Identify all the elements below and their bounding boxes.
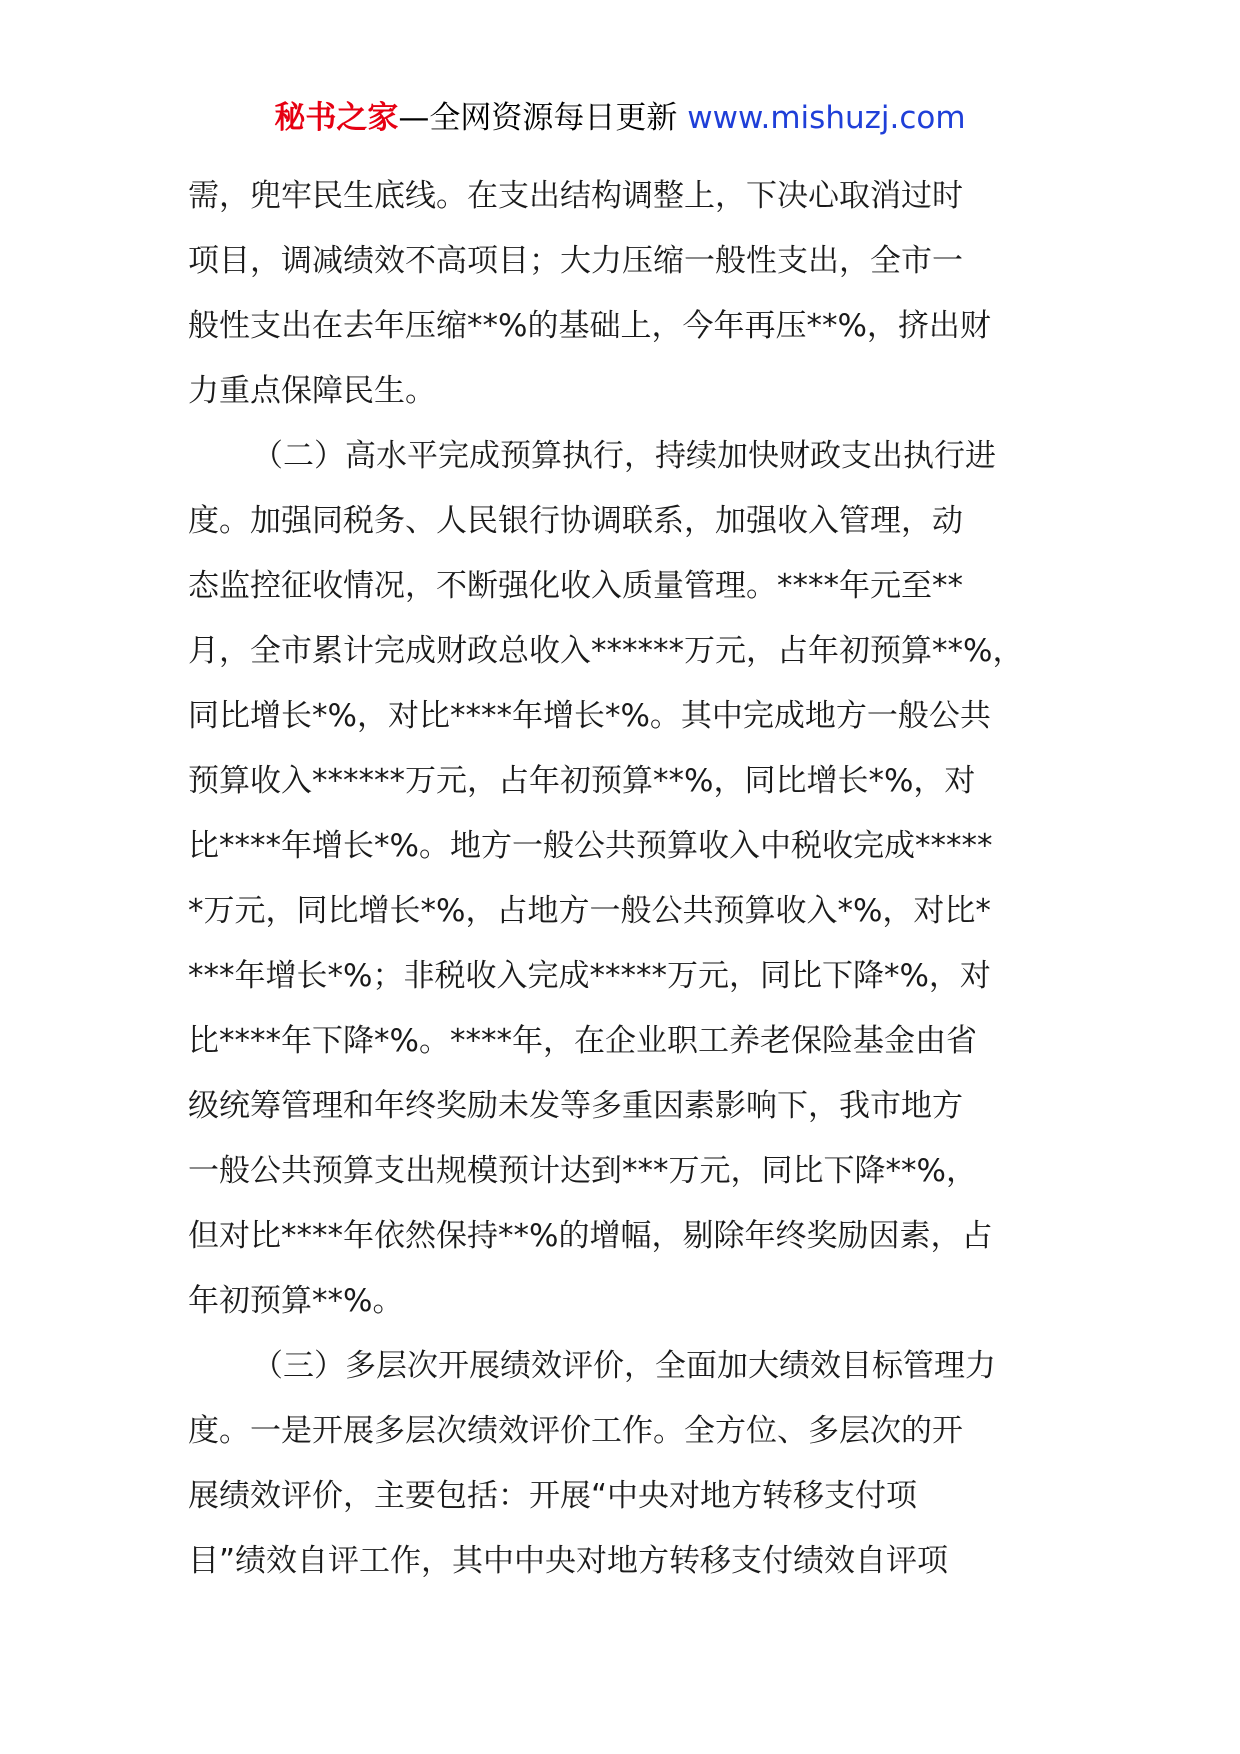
text-line: 态监控征收情况，不断强化收入质量管理。****年元至** xyxy=(188,568,963,604)
paragraph-1 xyxy=(188,164,1088,424)
text-line: 度。加强同税务、人民银行协调联系，加强收入管理，动 xyxy=(188,503,963,539)
section-heading-line: （二）高水平完成预算执行，持续加快财政支出执行进 xyxy=(252,438,996,474)
text-line: 比****年增长*%。地方一般公共预算收入中税收完成***** xyxy=(188,828,993,864)
text-line: 般性支出在去年压缩**%的基础上，今年再压**%，挤出财 xyxy=(188,308,991,344)
site-header xyxy=(0,98,1240,138)
header-tagline: —全网资源每日更新 xyxy=(398,100,688,136)
text-line: 目”绩效自评工作，其中中央对地方转移支付绩效自评项 xyxy=(188,1543,949,1579)
text-line: 月，全市累计完成财政总收入******万元，占年初预算**%， xyxy=(188,633,1024,669)
text-line: 需，兜牢民生底线。在支出结构调整上，下决心取消过时 xyxy=(188,178,963,214)
text-line: 级统筹管理和年终奖励未发等多重因素影响下，我市地方 xyxy=(188,1088,963,1124)
document-body xyxy=(188,164,1088,1594)
text-line: 一般公共预算支出规模预计达到***万元，同比下降**%， xyxy=(188,1153,977,1189)
site-url-link[interactable]: www.mishuzj.com xyxy=(687,100,966,136)
text-line: 年初预算**%。 xyxy=(188,1283,404,1319)
text-line: 展绩效评价，主要包括：开展“中央对地方转移支付项 xyxy=(188,1478,918,1514)
section-heading-line: （三）多层次开展绩效评价，全面加大绩效目标管理力 xyxy=(252,1348,996,1384)
text-line: 预算收入******万元，占年初预算**%，同比增长*%，对 xyxy=(188,763,976,799)
text-line: 度。一是开展多层次绩效评价工作。全方位、多层次的开 xyxy=(188,1413,963,1449)
text-line: 力重点保障民生。 xyxy=(188,373,436,409)
text-line: *万元，同比增长*%，占地方一般公共预算收入*%，对比* xyxy=(188,893,991,929)
text-line: 同比增长*%，对比****年增长*%。其中完成地方一般公共 xyxy=(188,698,991,734)
text-line: 项目，调减绩效不高项目；大力压缩一般性支出，全市一 xyxy=(188,243,963,279)
text-line: ***年增长*%；非税收入完成*****万元，同比下降*%，对 xyxy=(188,958,991,994)
paragraph-3 xyxy=(188,1334,1088,1594)
brand-name: 秘书之家 xyxy=(274,100,399,136)
paragraph-2 xyxy=(188,424,1088,1334)
text-line: 但对比****年依然保持**%的增幅，剔除年终奖励因素，占 xyxy=(188,1218,993,1254)
text-line: 比****年下降*%。****年，在企业职工养老保险基金由省 xyxy=(188,1023,977,1059)
